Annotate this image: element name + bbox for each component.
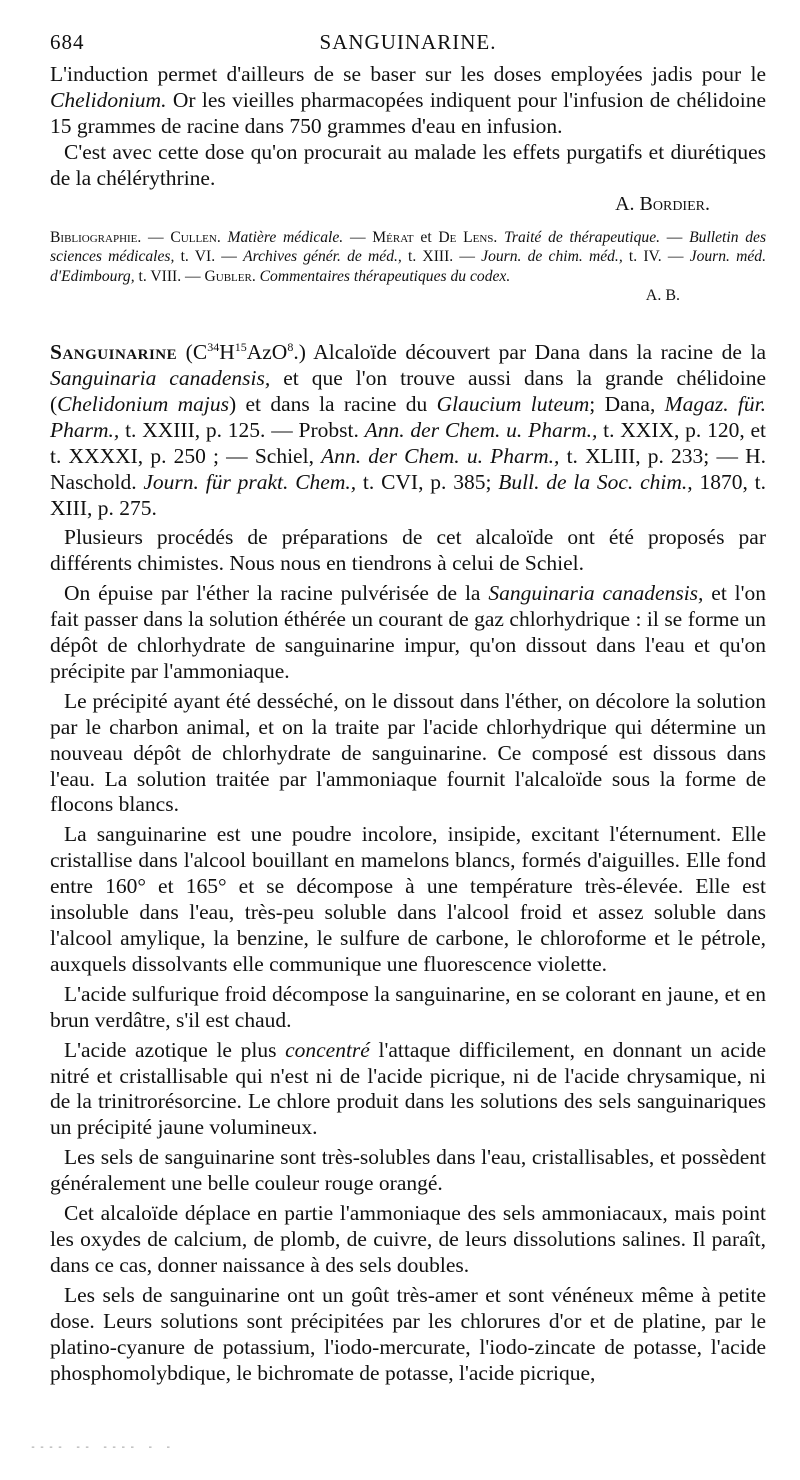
intro-paragraph-2: C'est avec cette dose qu'on procurait au malade les effets purgatifs et diurétiques de la chélérythrine.: [50, 139, 766, 190]
paragraph-salts: Les sels de sanguinarine sont très-solubles dans l'eau, cristallisables, et possèdent généralement une belle couleur rouge orangé.: [50, 1145, 766, 1196]
footer-mark: ---- -- ---- - -: [30, 1442, 175, 1453]
paragraph-preparation: Plusieurs procédés de préparations de cet alcaloïde ont été proposés par différents chimistes. Nous nous en tiendrons à celui de Schiel.: [50, 525, 766, 576]
bibliography: Bibliographie. — Cullen. Matière médicale. — Mérat et De Lens. Traité de thérapeutique. — Bulletin des sciences médicales, t. VI. — Archives génér. de méd., t. XIII. — Journ. de chim. méd., t. IV. — Journ. méd. d'Edimbourg, t. VIII. — Gubler. Commentaires thérapeutiques du codex.: [50, 228, 767, 286]
page-header: [50, 30, 766, 60]
running-title: SANGUINARINE.: [319, 30, 497, 54]
bibliography-label: Bibliographie.: [50, 228, 142, 246]
article-headword: Sanguinarine: [50, 340, 178, 365]
chemical-formula: $(C^{34}H^{15}AzO^8.)$: [177, 339, 306, 365]
page-number: 684: [50, 30, 85, 54]
page-content: [50, 62, 766, 1386]
intro-paragraph-1: L'induction permet d'ailleurs de se baser sur les doses employées jadis pour le Chelidonium. Or les vieilles pharmacopées indiquent pour l'infusion de chélidoine 15 grammes de racine dans 750 grammes d'eau en infusion.: [50, 62, 766, 138]
paragraph-purification: Le précipité ayant été desséché, on le dissout dans l'éther, on décolore la solution par le charbon animal, et on la traite par l'acide chlorhydrique qui détermine un nouveau dépôt de chlorhydrate de sanguinarine. Ce composé est dissous dans l'eau. La solution traitée par l'ammoniaque fournit l'alcaloïde sous la forme de flocons blancs.: [50, 688, 766, 817]
paragraph-toxicity: Les sels de sanguinarine ont un goût très-amer et sont vénéneux même à petite dose. Leurs solutions sont précipitées par les chlorures d'or et de platine, par le platino-cyanure de potassium, l'iodo-mercurate, l'iodo-zincate de potasse, l'acide phosphomolybdique, le bichromate de potasse, l'acide picrique,: [50, 1282, 766, 1385]
article-sanguinarine: Sanguinarine $(C^{34}H^{15}AzO^8.)$ Alcaloïde découvert par Dana dans la racine de la Sanguinaria canadensis, et que l'on trouve aussi dans la grande chélidoine (Chelidonium majus) et dans la racine du Glaucium luteum; Dana, Magaz. für. Pharm., t. XXIII, p. 125. — Probst. Ann. der Chem. u. Pharm., t. XXIX, p. 120, et t. XXXXI, p. 250 ; — Schiel, Ann. der Chem. u. Pharm., t. XLIII, p. 233; — H. Naschold. Journ. für prakt. Chem., t. CVI, p. 385; Bull. de la Soc. chim., 1870, t. XIII, p. 275.: [50, 339, 767, 520]
paragraph-sulfuric-acid: L'acide sulfurique froid décompose la sanguinarine, en se colorant en jaune, et en brun verdâtre, s'il est chaud.: [50, 981, 766, 1032]
author-signature: A. Bordier.: [615, 192, 710, 215]
paragraph-nitric-acid: L'acide azotique le plus concentré l'attaque difficilement, en donnant un acide nitré et cristallisable qui n'est ni de l'acide picrique, ni de l'acide chrysamique, ni de la trinitrorésorcine. Le chlore produit dans les solutions des sels sanguinariques un précipité jaune volumineux.: [50, 1037, 766, 1140]
bibliography-signature: A. B.: [645, 286, 680, 304]
paragraph-properties: La sanguinarine est une poudre incolore, insipide, excitant l'éternument. Elle cristallise dans l'alcool bouillant en mamelons blancs, formés d'aiguilles. Elle fond entre 160° et 165° et se décompose à une température très-élevée. Elle est insoluble dans l'eau, très-peu soluble dans l'alcool froid et assez soluble dans l'alcool amylique, la benzine, le sulfure de carbone, le chloroforme et le pétrole, auxquels dissolvants elle communique une fluorescence violette.: [50, 822, 766, 976]
paragraph-extraction: On épuise par l'éther la racine pulvérisée de la Sanguinaria canadensis, et l'on fait passer dans la solution éthérée un courant de gaz chlorhydrique : il se forme un dépôt de chlorhydrate de sanguinarine impur, qu'on dissout dans l'eau et qu'on précipite par l'ammoniaque.: [50, 581, 766, 683]
paragraph-ammonia: Cet alcaloïde déplace en partie l'ammoniaque des sels ammoniacaux, mais point les oxydes de calcium, de plomb, de cuivre, de leurs dissolutions salines. Il paraît, dans ce cas, donner naissance à des sels doubles.: [50, 1201, 766, 1277]
